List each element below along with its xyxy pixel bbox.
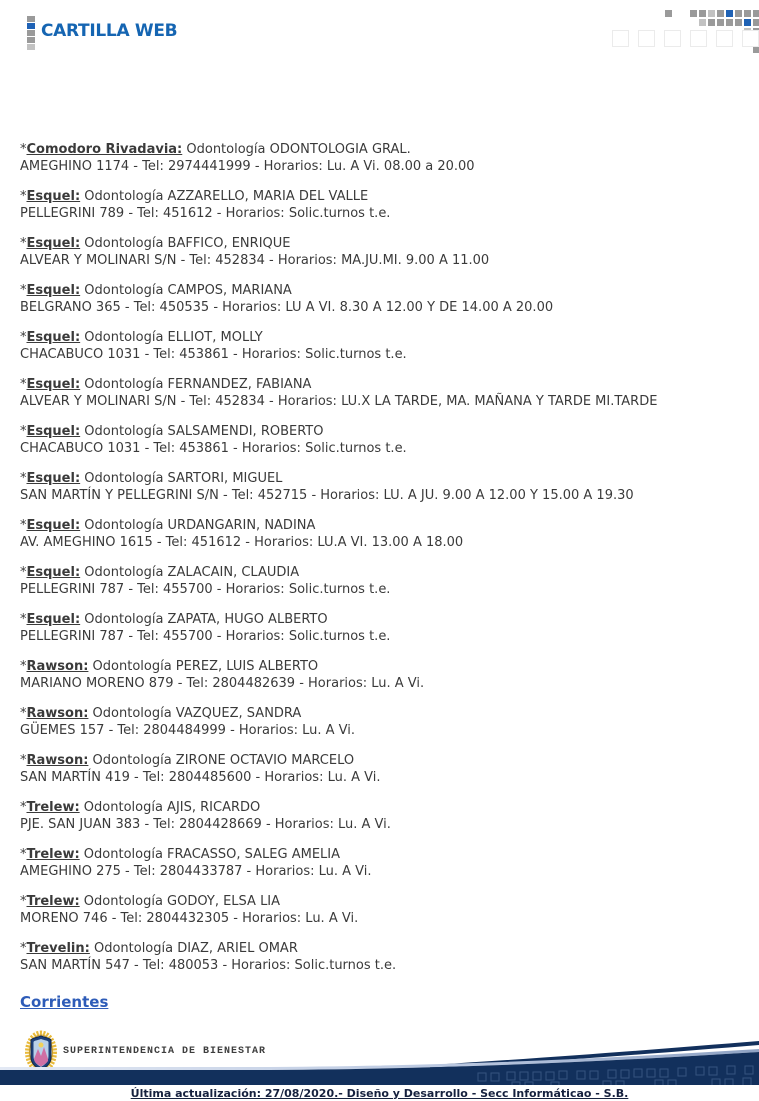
provider-entry (20, 376, 745, 410)
city-label: Esquel: (26, 424, 81, 439)
city-label: Esquel: (26, 612, 81, 627)
pixel-outline-square (638, 30, 655, 47)
corrientes-link[interactable]: Corrientes (20, 993, 109, 1011)
city-label: Esquel: (26, 471, 81, 486)
provider-details-line: AMEGHINO 1174 - Tel: 2974441999 - Horarios: Lu. A Vi. 08.00 a 20.00 (20, 159, 475, 174)
provider-entry (20, 940, 745, 974)
pixel-outline-square (612, 30, 629, 47)
provider-title-line (20, 188, 745, 205)
city-label: Trevelin: (26, 941, 90, 956)
bullet: * (20, 236, 27, 251)
provider-entry (20, 188, 745, 222)
provider-entry (20, 470, 745, 504)
bullet: * (20, 941, 27, 956)
bullet: * (20, 518, 27, 533)
provider-entry (20, 705, 745, 739)
pixel-square (27, 16, 35, 22)
bullet: * (20, 424, 27, 439)
provider-title-line (20, 705, 745, 722)
city-label: Rawson: (26, 706, 89, 721)
provider-details-line: ALVEAR Y MOLINARI S/N - Tel: 452834 - Horarios: LU.X LA TARDE, MA. MAÑANA Y TARDE MI.TARDE (20, 394, 658, 409)
provider-name: Odontología VAZQUEZ, SANDRA (88, 706, 302, 721)
provider-title-line (20, 329, 745, 346)
provider-entry (20, 799, 745, 833)
pixel-square (699, 19, 706, 26)
provider-details-line: AV. AMEGHINO 1615 - Tel: 451612 - Horarios: LU.A VI. 13.00 A 18.00 (20, 535, 464, 550)
provider-entry (20, 752, 745, 786)
provider-details-line: AMEGHINO 275 - Tel: 2804433787 - Horarios: Lu. A Vi. (20, 864, 372, 879)
pixel-square (27, 23, 35, 29)
city-label: Trelew: (26, 800, 80, 815)
provider-title-line (20, 940, 745, 957)
provider-name: Odontología AZZARELLO, MARIA DEL VALLE (80, 189, 369, 204)
city-label: Rawson: (26, 659, 89, 674)
provider-details-line: SAN MARTÍN 547 - Tel: 480053 - Horarios: Solic.turnos t.e. (20, 958, 397, 973)
pixel-decoration (599, 0, 759, 60)
city-label: Esquel: (26, 330, 81, 345)
pixel-column-icon (27, 16, 35, 51)
provider-title-line (20, 846, 745, 863)
pixel-square (27, 37, 35, 43)
provider-name: Odontología ODONTOLOGIA GRAL. (182, 142, 411, 157)
pixel-square (708, 10, 715, 17)
provider-entry (20, 235, 745, 269)
provider-title-line (20, 893, 745, 910)
provider-name: Odontología PEREZ, LUIS ALBERTO (88, 659, 319, 674)
bullet: * (20, 894, 27, 909)
provider-entry (20, 141, 745, 175)
provider-entry (20, 423, 745, 457)
city-label: Rawson: (26, 753, 89, 768)
provider-name: Odontología SARTORI, MIGUEL (80, 471, 283, 486)
provider-name: Odontología URDANGARIN, NADINA (80, 518, 316, 533)
footer-wave (0, 1041, 759, 1085)
pixel-square (699, 10, 706, 17)
pixel-outline-square (742, 30, 759, 47)
provider-details-line: PELLEGRINI 787 - Tel: 455700 - Horarios: Solic.turnos t.e. (20, 582, 391, 597)
provider-name: Odontología AJIS, RICARDO (79, 800, 261, 815)
pixel-square (753, 10, 759, 17)
bullet: * (20, 565, 27, 580)
provider-name: Odontología FERNANDEZ, FABIANA (80, 377, 312, 392)
provider-name: Odontología DIAZ, ARIEL OMAR (89, 941, 298, 956)
provider-name: Odontología ZALACAIN, CLAUDIA (80, 565, 300, 580)
city-label: Trelew: (26, 894, 80, 909)
provider-entry (20, 611, 745, 645)
bullet: * (20, 706, 27, 721)
provider-name: Odontología ZIRONE OCTAVIO MARCELO (88, 753, 355, 768)
city-label: Esquel: (26, 283, 81, 298)
provider-name: Odontología ZAPATA, HUGO ALBERTO (80, 612, 328, 627)
bullet: * (20, 753, 27, 768)
provider-name: Odontología FRACASSO, SALEG AMELIA (79, 847, 341, 862)
header (0, 0, 759, 60)
provider-title-line (20, 235, 745, 252)
provider-title-line (20, 282, 745, 299)
city-label: Trelew: (26, 847, 80, 862)
provider-entry (20, 282, 745, 316)
provider-entry (20, 329, 745, 363)
provider-details-line: BELGRANO 365 - Tel: 450535 - Horarios: LU A VI. 8.30 A 12.00 Y DE 14.00 A 20.00 (20, 300, 554, 315)
bullet: * (20, 189, 27, 204)
pixel-outline-square (690, 30, 707, 47)
bullet: * (20, 471, 27, 486)
provider-name: Odontología SALSAMENDI, ROBERTO (80, 424, 324, 439)
pixel-square (726, 19, 733, 26)
provider-title-line (20, 470, 745, 487)
city-label: Esquel: (26, 518, 81, 533)
city-label: Esquel: (26, 236, 81, 251)
bullet: * (20, 377, 27, 392)
provider-name: Odontología CAMPOS, MARIANA (80, 283, 292, 298)
city-label: Esquel: (26, 565, 81, 580)
provider-entry (20, 846, 745, 880)
org-name: SUPERINTENDENCIA DE BIENESTAR (63, 1046, 267, 1057)
bullet: * (20, 800, 27, 815)
provider-title-line (20, 799, 745, 816)
city-label: Esquel: (26, 377, 81, 392)
pixel-square (753, 46, 759, 53)
provider-title-line (20, 141, 745, 158)
page-title: CARTILLA WEB (41, 21, 178, 41)
pixel-square (665, 10, 672, 17)
pixel-square (744, 19, 751, 26)
provider-details-line: PELLEGRINI 789 - Tel: 451612 - Horarios: Solic.turnos t.e. (20, 206, 391, 221)
pixel-square (753, 19, 759, 26)
pixel-outline-square (716, 30, 733, 47)
provider-details-line: PELLEGRINI 787 - Tel: 455700 - Horarios: Solic.turnos t.e. (20, 629, 391, 644)
pixel-square (27, 44, 35, 50)
pixel-square (735, 19, 742, 26)
provider-list (20, 141, 745, 1011)
pixel-outline-square (664, 30, 681, 47)
provider-title-line (20, 752, 745, 769)
bullet: * (20, 142, 27, 157)
pixel-square (726, 10, 733, 17)
bullet: * (20, 283, 27, 298)
provider-title-line (20, 658, 745, 675)
pixel-square (27, 30, 35, 36)
pixel-square (717, 19, 724, 26)
provider-entry (20, 564, 745, 598)
provider-details-line: CHACABUCO 1031 - Tel: 453861 - Horarios: Solic.turnos t.e. (20, 347, 407, 362)
provider-details-line: MORENO 746 - Tel: 2804432305 - Horarios: Lu. A Vi. (20, 911, 359, 926)
pixel-square (708, 19, 715, 26)
provider-title-line (20, 564, 745, 581)
bullet: * (20, 659, 27, 674)
provider-title-line (20, 611, 745, 628)
provider-entry (20, 658, 745, 692)
provider-entry (20, 893, 745, 927)
pixel-square (690, 10, 697, 17)
provider-details-line: MARIANO MORENO 879 - Tel: 2804482639 - Horarios: Lu. A Vi. (20, 676, 425, 691)
provider-entry (20, 517, 745, 551)
provider-details-line: CHACABUCO 1031 - Tel: 453861 - Horarios: Solic.turnos t.e. (20, 441, 407, 456)
pixel-square (717, 10, 724, 17)
bullet: * (20, 330, 27, 345)
city-label: Comodoro Rivadavia: (26, 142, 183, 157)
provider-name: Odontología BAFFICO, ENRIQUE (80, 236, 291, 251)
provider-details-line: PJE. SAN JUAN 383 - Tel: 2804428669 - Horarios: Lu. A Vi. (20, 817, 391, 832)
provider-details-line: GÜEMES 157 - Tel: 2804484999 - Horarios: Lu. A Vi. (20, 723, 356, 738)
city-label: Esquel: (26, 189, 81, 204)
pixel-square (744, 10, 751, 17)
update-line: Última actualización: 27/08/2020.- Diseño y Desarrollo - Secc Informáticao - S.B. (130, 1087, 629, 1100)
provider-title-line (20, 376, 745, 393)
bullet: * (20, 612, 27, 627)
provider-title-line (20, 423, 745, 440)
provider-details-line: SAN MARTÍN 419 - Tel: 2804485600 - Horarios: Lu. A Vi. (20, 770, 381, 785)
bullet: * (20, 847, 27, 862)
provider-details-line: SAN MARTÍN Y PELLEGRINI S/N - Tel: 452715 - Horarios: LU. A JU. 9.00 A 12.00 Y 15.00 A 19.30 (20, 488, 634, 503)
provider-name: Odontología ELLIOT, MOLLY (80, 330, 263, 345)
provider-details-line: ALVEAR Y MOLINARI S/N - Tel: 452834 - Horarios: MA.JU.MI. 9.00 A 11.00 (20, 253, 490, 268)
provider-name: Odontología GODOY, ELSA LIA (79, 894, 281, 909)
provider-title-line (20, 517, 745, 534)
pixel-square (735, 10, 742, 17)
